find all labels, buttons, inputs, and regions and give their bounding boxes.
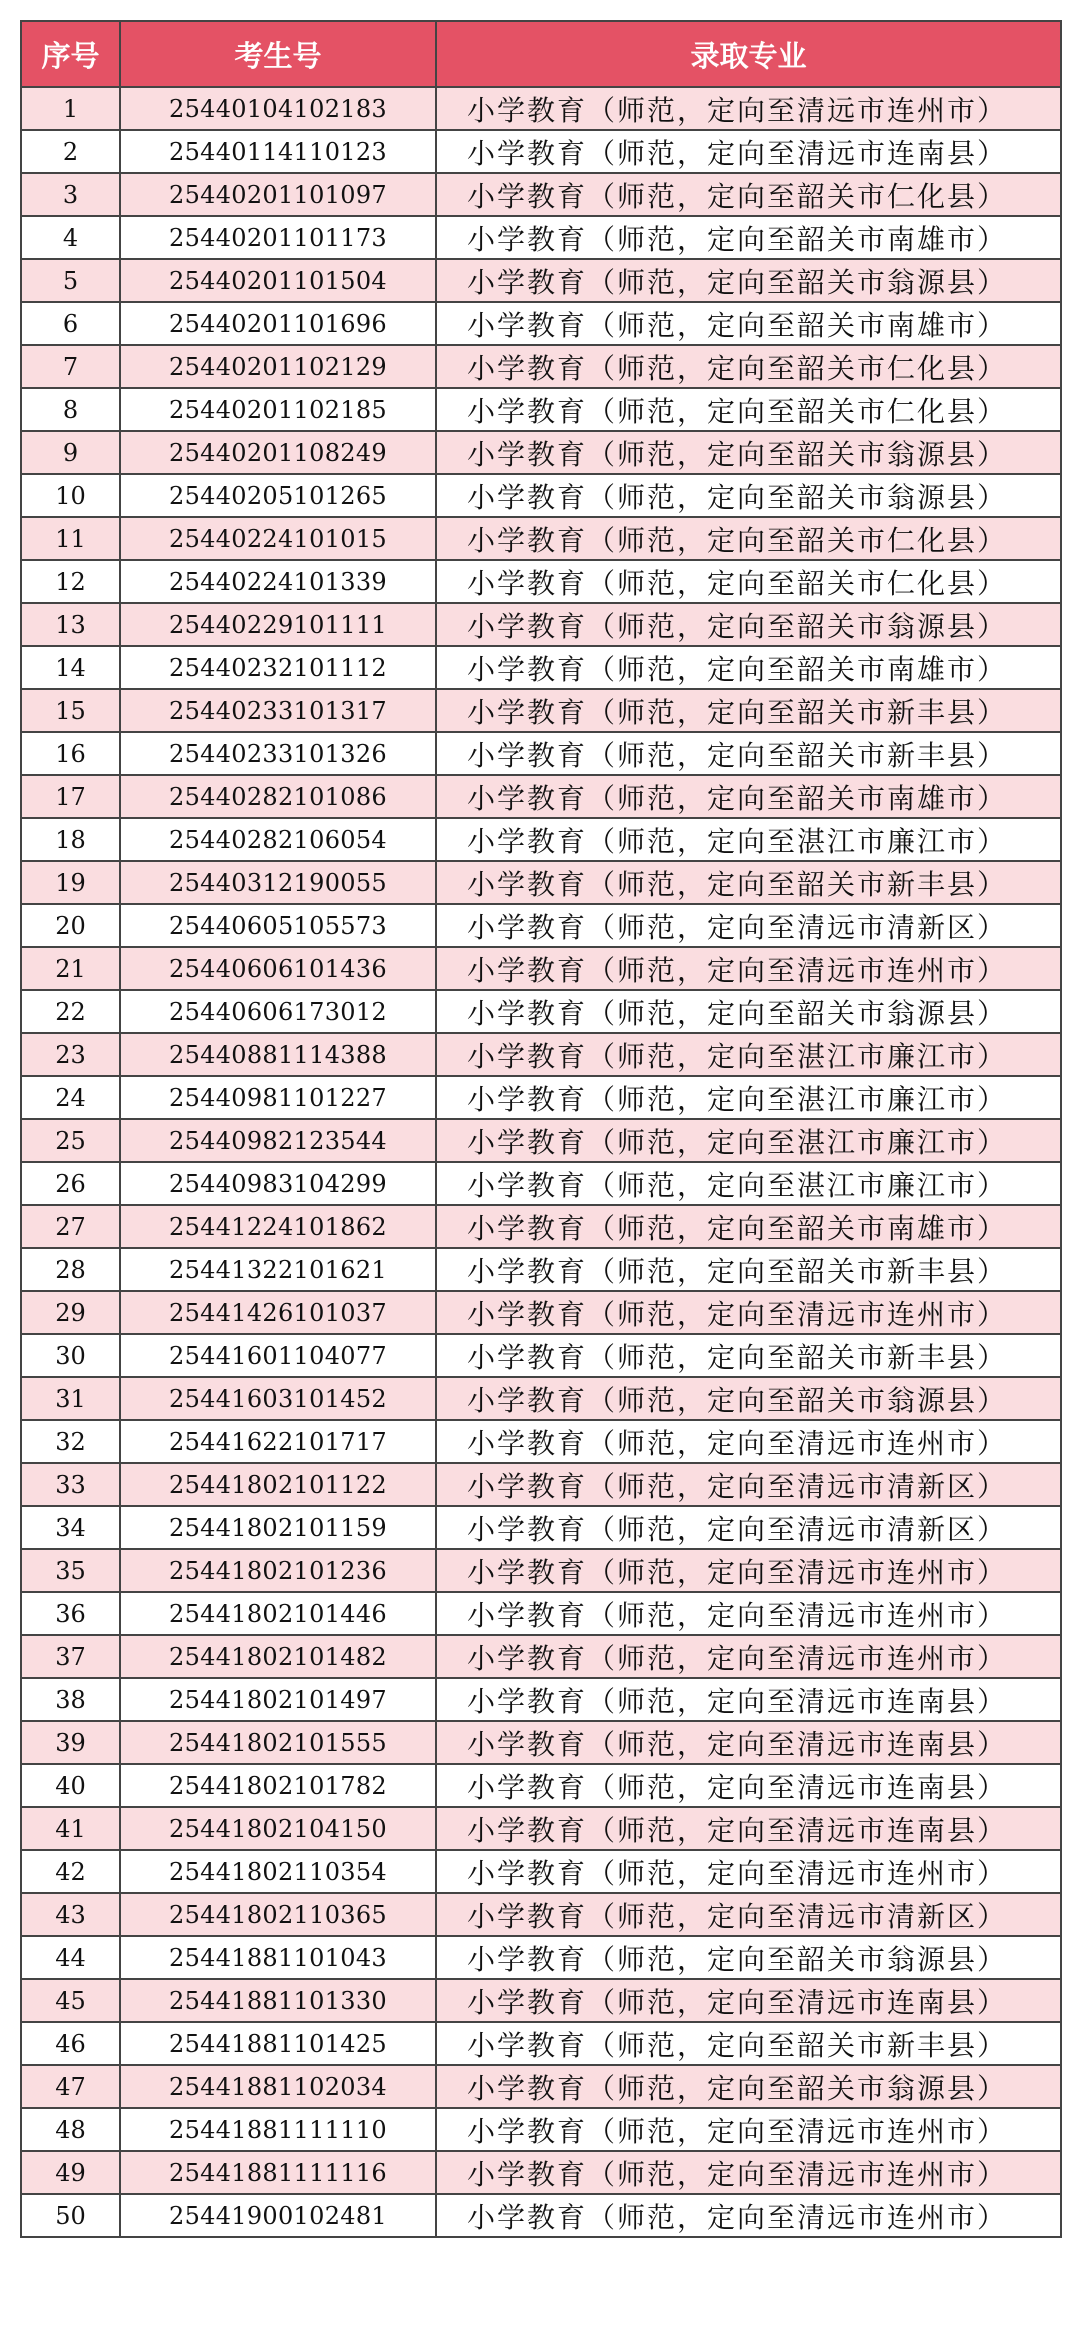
admission-table-container [20, 20, 1060, 2238]
admitted-major-cell: 小学教育（师范，定向至韶关市南雄市） [436, 646, 1061, 689]
table-row [21, 1979, 1061, 2022]
table-row [21, 1334, 1061, 1377]
table-row [21, 1592, 1061, 1635]
admitted-major-cell: 小学教育（师范，定向至清远市连州市） [436, 947, 1061, 990]
table-row [21, 603, 1061, 646]
admitted-major-cell: 小学教育（师范，定向至湛江市廉江市） [436, 818, 1061, 861]
table-row [21, 990, 1061, 1033]
exam-number-cell: 25441426101037 [120, 1291, 436, 1334]
row-index-cell: 31 [21, 1377, 120, 1420]
admitted-major-cell: 小学教育（师范，定向至清远市连南县） [436, 1764, 1061, 1807]
exam-number-cell: 25440201102185 [120, 388, 436, 431]
table-row [21, 1420, 1061, 1463]
row-index-cell: 1 [21, 87, 120, 130]
admitted-major-cell: 小学教育（师范，定向至清远市连南县） [436, 1807, 1061, 1850]
table-row [21, 1248, 1061, 1291]
row-index-cell: 6 [21, 302, 120, 345]
admitted-major-cell: 小学教育（师范，定向至韶关市仁化县） [436, 173, 1061, 216]
row-index-cell: 19 [21, 861, 120, 904]
table-row [21, 1764, 1061, 1807]
table-row [21, 259, 1061, 302]
admitted-major-cell: 小学教育（师范，定向至韶关市翁源县） [436, 431, 1061, 474]
table-row [21, 2194, 1061, 2237]
admitted-major-cell: 小学教育（师范，定向至清远市连州市） [436, 1635, 1061, 1678]
exam-number-cell: 25440201101097 [120, 173, 436, 216]
table-row [21, 517, 1061, 560]
row-index-cell: 49 [21, 2151, 120, 2194]
row-index-cell: 32 [21, 1420, 120, 1463]
row-index-cell: 10 [21, 474, 120, 517]
exam-number-cell: 25440606173012 [120, 990, 436, 1033]
admitted-major-cell: 小学教育（师范，定向至清远市连州市） [436, 1850, 1061, 1893]
exam-number-cell: 25440201101173 [120, 216, 436, 259]
table-row [21, 1506, 1061, 1549]
table-row [21, 388, 1061, 431]
row-index-cell: 18 [21, 818, 120, 861]
admitted-major-cell: 小学教育（师范，定向至韶关市翁源县） [436, 1936, 1061, 1979]
table-row [21, 87, 1061, 130]
table-row [21, 904, 1061, 947]
table-row [21, 818, 1061, 861]
table-row [21, 1205, 1061, 1248]
exam-number-cell: 25440282101086 [120, 775, 436, 818]
exam-number-cell: 25440201101696 [120, 302, 436, 345]
exam-number-cell: 25441802101497 [120, 1678, 436, 1721]
admitted-major-cell: 小学教育（师范，定向至湛江市廉江市） [436, 1033, 1061, 1076]
row-index-cell: 15 [21, 689, 120, 732]
row-index-cell: 11 [21, 517, 120, 560]
admitted-major-cell: 小学教育（师范，定向至韶关市南雄市） [436, 302, 1061, 345]
table-row [21, 2065, 1061, 2108]
table-body [21, 87, 1061, 2237]
row-index-cell: 27 [21, 1205, 120, 1248]
admitted-major-cell: 小学教育（师范，定向至韶关市仁化县） [436, 388, 1061, 431]
exam-number-cell: 25441881111110 [120, 2108, 436, 2151]
table-row [21, 2151, 1061, 2194]
exam-number-cell: 25441802101122 [120, 1463, 436, 1506]
table-row [21, 1076, 1061, 1119]
admitted-major-cell: 小学教育（师范，定向至清远市连州市） [436, 2194, 1061, 2237]
admitted-major-cell: 小学教育（师范，定向至清远市清新区） [436, 1506, 1061, 1549]
admitted-major-cell: 小学教育（师范，定向至韶关市翁源县） [436, 1377, 1061, 1420]
admitted-major-cell: 小学教育（师范，定向至韶关市翁源县） [436, 603, 1061, 646]
row-index-cell: 38 [21, 1678, 120, 1721]
row-index-cell: 35 [21, 1549, 120, 1592]
admitted-major-cell: 小学教育（师范，定向至清远市清新区） [436, 1893, 1061, 1936]
row-index-cell: 41 [21, 1807, 120, 1850]
row-index-cell: 20 [21, 904, 120, 947]
row-index-cell: 12 [21, 560, 120, 603]
table-row [21, 2108, 1061, 2151]
exam-number-cell: 25441601104077 [120, 1334, 436, 1377]
exam-number-cell: 25440114110123 [120, 130, 436, 173]
exam-number-cell: 25441802101446 [120, 1592, 436, 1635]
row-index-cell: 17 [21, 775, 120, 818]
table-row [21, 1936, 1061, 1979]
table-row [21, 1807, 1061, 1850]
exam-number-cell: 25440982123544 [120, 1119, 436, 1162]
admitted-major-cell: 小学教育（师范，定向至韶关市翁源县） [436, 2065, 1061, 2108]
exam-number-cell: 25441802110354 [120, 1850, 436, 1893]
table-row [21, 431, 1061, 474]
row-index-cell: 48 [21, 2108, 120, 2151]
exam-number-cell: 25441802110365 [120, 1893, 436, 1936]
exam-number-cell: 25440881114388 [120, 1033, 436, 1076]
exam-number-cell: 25441322101621 [120, 1248, 436, 1291]
row-index-cell: 40 [21, 1764, 120, 1807]
table-row [21, 1850, 1061, 1893]
row-index-cell: 4 [21, 216, 120, 259]
row-index-cell: 7 [21, 345, 120, 388]
row-index-cell: 28 [21, 1248, 120, 1291]
row-index-cell: 26 [21, 1162, 120, 1205]
row-index-cell: 33 [21, 1463, 120, 1506]
admitted-major-cell: 小学教育（师范，定向至韶关市仁化县） [436, 560, 1061, 603]
row-index-cell: 34 [21, 1506, 120, 1549]
exam-number-cell: 25440224101015 [120, 517, 436, 560]
admitted-major-cell: 小学教育（师范，定向至韶关市新丰县） [436, 732, 1061, 775]
table-row [21, 130, 1061, 173]
admitted-major-cell: 小学教育（师范，定向至清远市清新区） [436, 904, 1061, 947]
admitted-major-cell: 小学教育（师范，定向至韶关市南雄市） [436, 1205, 1061, 1248]
exam-number-cell: 25440205101265 [120, 474, 436, 517]
exam-number-cell: 25441881101330 [120, 1979, 436, 2022]
exam-number-cell: 25441802101555 [120, 1721, 436, 1764]
table-row [21, 1721, 1061, 1764]
exam-number-cell: 25440232101112 [120, 646, 436, 689]
table-row [21, 732, 1061, 775]
admitted-major-cell: 小学教育（师范，定向至湛江市廉江市） [436, 1119, 1061, 1162]
row-index-cell: 2 [21, 130, 120, 173]
admitted-major-cell: 小学教育（师范，定向至清远市连南县） [436, 1678, 1061, 1721]
exam-number-cell: 25441802104150 [120, 1807, 436, 1850]
row-index-cell: 8 [21, 388, 120, 431]
table-row [21, 1377, 1061, 1420]
exam-number-cell: 25441802101782 [120, 1764, 436, 1807]
exam-number-cell: 25440224101339 [120, 560, 436, 603]
table-header [21, 21, 1061, 87]
row-index-cell: 22 [21, 990, 120, 1033]
admitted-major-cell: 小学教育（师范，定向至清远市连州市） [436, 1549, 1061, 1592]
row-index-cell: 14 [21, 646, 120, 689]
row-index-cell: 21 [21, 947, 120, 990]
exam-number-cell: 25440605105573 [120, 904, 436, 947]
table-row [21, 689, 1061, 732]
exam-number-cell: 25440201108249 [120, 431, 436, 474]
exam-number-cell: 25440983104299 [120, 1162, 436, 1205]
exam-number-cell: 25441622101717 [120, 1420, 436, 1463]
table-row [21, 947, 1061, 990]
admitted-major-cell: 小学教育（师范，定向至韶关市翁源县） [436, 990, 1061, 1033]
row-index-cell: 50 [21, 2194, 120, 2237]
exam-number-cell: 25440606101436 [120, 947, 436, 990]
exam-number-cell: 25441802101236 [120, 1549, 436, 1592]
exam-number-cell: 25441881101043 [120, 1936, 436, 1979]
admitted-major-cell: 小学教育（师范，定向至韶关市新丰县） [436, 1334, 1061, 1377]
admitted-major-cell: 小学教育（师范，定向至清远市连南县） [436, 1979, 1061, 2022]
table-row [21, 216, 1061, 259]
table-row [21, 1162, 1061, 1205]
row-index-cell: 16 [21, 732, 120, 775]
admitted-major-cell: 小学教育（师范，定向至湛江市廉江市） [436, 1076, 1061, 1119]
row-index-cell: 39 [21, 1721, 120, 1764]
admitted-major-cell: 小学教育（师范，定向至韶关市新丰县） [436, 861, 1061, 904]
admitted-major-cell: 小学教育（师范，定向至清远市连南县） [436, 130, 1061, 173]
exam-number-cell: 25440282106054 [120, 818, 436, 861]
admitted-major-cell: 小学教育（师范，定向至韶关市翁源县） [436, 259, 1061, 302]
admitted-major-cell: 小学教育（师范，定向至清远市连州市） [436, 1420, 1061, 1463]
row-index-cell: 37 [21, 1635, 120, 1678]
row-index-cell: 44 [21, 1936, 120, 1979]
table-row [21, 1678, 1061, 1721]
exam-number-cell: 25441881102034 [120, 2065, 436, 2108]
exam-number-cell: 25441881101425 [120, 2022, 436, 2065]
table-row [21, 1463, 1061, 1506]
row-index-cell: 24 [21, 1076, 120, 1119]
admission-table [20, 20, 1062, 2238]
header-admitted-major: 录取专业 [436, 21, 1061, 87]
admitted-major-cell: 小学教育（师范，定向至清远市连州市） [436, 2151, 1061, 2194]
row-index-cell: 45 [21, 1979, 120, 2022]
table-row [21, 1893, 1061, 1936]
row-index-cell: 13 [21, 603, 120, 646]
admitted-major-cell: 小学教育（师范，定向至韶关市翁源县） [436, 474, 1061, 517]
exam-number-cell: 25441802101159 [120, 1506, 436, 1549]
admitted-major-cell: 小学教育（师范，定向至韶关市仁化县） [436, 345, 1061, 388]
admitted-major-cell: 小学教育（师范，定向至韶关市南雄市） [436, 216, 1061, 259]
row-index-cell: 9 [21, 431, 120, 474]
table-row [21, 560, 1061, 603]
exam-number-cell: 25440201102129 [120, 345, 436, 388]
table-row [21, 474, 1061, 517]
row-index-cell: 36 [21, 1592, 120, 1635]
exam-number-cell: 25440229101111 [120, 603, 436, 646]
admitted-major-cell: 小学教育（师范，定向至韶关市南雄市） [436, 775, 1061, 818]
exam-number-cell: 25440104102183 [120, 87, 436, 130]
admitted-major-cell: 小学教育（师范，定向至韶关市新丰县） [436, 689, 1061, 732]
exam-number-cell: 25440981101227 [120, 1076, 436, 1119]
row-index-cell: 3 [21, 173, 120, 216]
admitted-major-cell: 小学教育（师范，定向至清远市连州市） [436, 1291, 1061, 1334]
table-row [21, 302, 1061, 345]
row-index-cell: 5 [21, 259, 120, 302]
table-row [21, 1119, 1061, 1162]
header-index: 序号 [21, 21, 120, 87]
table-row [21, 345, 1061, 388]
exam-number-cell: 25440233101326 [120, 732, 436, 775]
table-row [21, 646, 1061, 689]
row-index-cell: 43 [21, 1893, 120, 1936]
admitted-major-cell: 小学教育（师范，定向至韶关市仁化县） [436, 517, 1061, 560]
row-index-cell: 23 [21, 1033, 120, 1076]
exam-number-cell: 25441224101862 [120, 1205, 436, 1248]
admitted-major-cell: 小学教育（师范，定向至清远市连南县） [436, 1721, 1061, 1764]
admitted-major-cell: 小学教育（师范，定向至清远市连州市） [436, 1592, 1061, 1635]
row-index-cell: 30 [21, 1334, 120, 1377]
admitted-major-cell: 小学教育（师范，定向至清远市清新区） [436, 1463, 1061, 1506]
admitted-major-cell: 小学教育（师范，定向至韶关市新丰县） [436, 2022, 1061, 2065]
table-row [21, 1033, 1061, 1076]
exam-number-cell: 25441881111116 [120, 2151, 436, 2194]
table-row [21, 2022, 1061, 2065]
admitted-major-cell: 小学教育（师范，定向至湛江市廉江市） [436, 1162, 1061, 1205]
table-row [21, 775, 1061, 818]
row-index-cell: 25 [21, 1119, 120, 1162]
admitted-major-cell: 小学教育（师范，定向至韶关市新丰县） [436, 1248, 1061, 1291]
row-index-cell: 47 [21, 2065, 120, 2108]
admitted-major-cell: 小学教育（师范，定向至清远市连州市） [436, 2108, 1061, 2151]
table-row [21, 861, 1061, 904]
table-row [21, 1291, 1061, 1334]
header-row [21, 21, 1061, 87]
table-row [21, 1635, 1061, 1678]
table-row [21, 173, 1061, 216]
table-row [21, 1549, 1061, 1592]
exam-number-cell: 25440201101504 [120, 259, 436, 302]
exam-number-cell: 25441802101482 [120, 1635, 436, 1678]
exam-number-cell: 25441603101452 [120, 1377, 436, 1420]
exam-number-cell: 25440233101317 [120, 689, 436, 732]
row-index-cell: 46 [21, 2022, 120, 2065]
row-index-cell: 42 [21, 1850, 120, 1893]
row-index-cell: 29 [21, 1291, 120, 1334]
exam-number-cell: 25440312190055 [120, 861, 436, 904]
admitted-major-cell: 小学教育（师范，定向至清远市连州市） [436, 87, 1061, 130]
header-exam-number: 考生号 [120, 21, 436, 87]
exam-number-cell: 25441900102481 [120, 2194, 436, 2237]
